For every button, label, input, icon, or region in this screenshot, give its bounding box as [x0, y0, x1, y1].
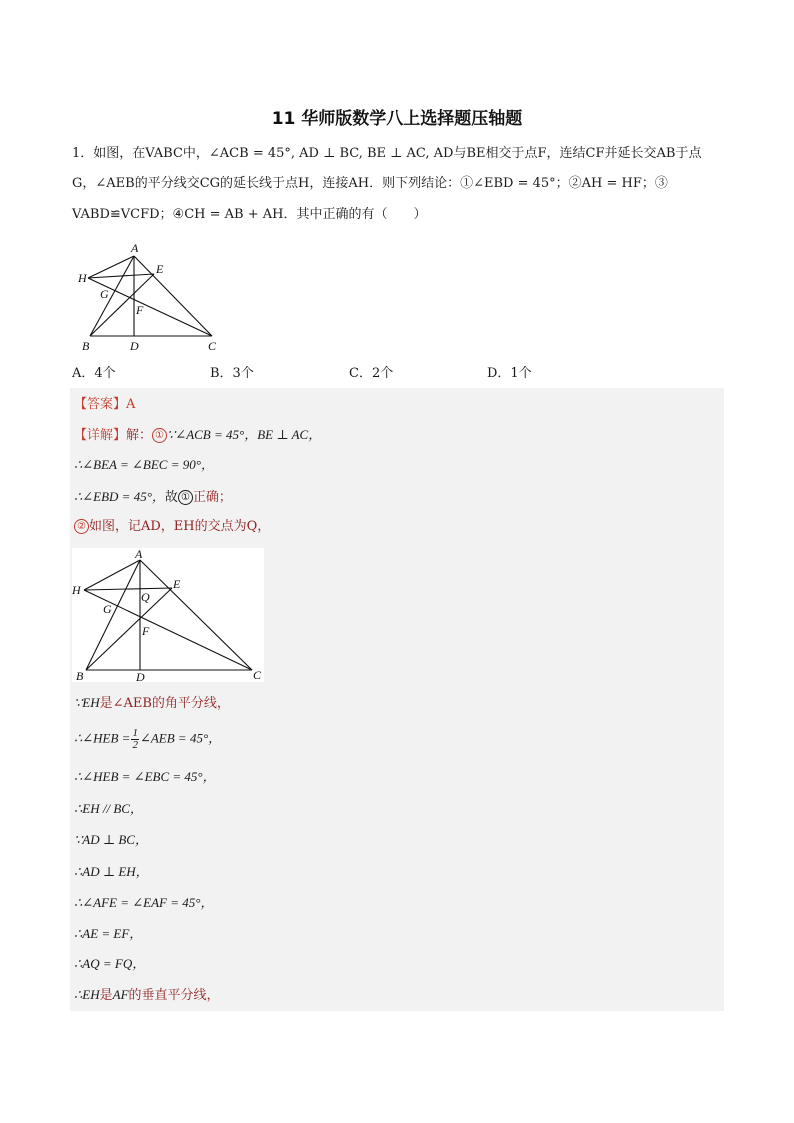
fig2-label-q: Q: [141, 590, 150, 604]
answer-options: [72, 362, 722, 382]
fig1-label-h: H: [78, 271, 87, 285]
fig1-label-g: G: [100, 287, 109, 301]
detail-text-3b: 正确；: [192, 490, 232, 505]
detail-line-7: ∴∠HEB = ∠EBC = 45°，: [74, 769, 216, 784]
fig1-label-a: A: [131, 241, 139, 255]
circle-num-2: ②: [74, 519, 89, 534]
option-a[interactable]: A．4个: [72, 366, 116, 381]
detail-line-9: ∵AD ⊥ BC，: [74, 832, 148, 847]
page-title: 11 华师版数学八上选择题压轴题: [271, 109, 523, 129]
fig1-label-e: E: [156, 262, 164, 276]
detail-line-6: [74, 728, 221, 751]
detail-line-3: [74, 488, 232, 507]
fraction-num: 1: [132, 727, 138, 739]
question-line-2: G，∠AEB的平分线交CG的延长线于点H，连接AH．则下列结论：①∠EBD = 45°；②AH = HF；③: [72, 176, 668, 191]
detail-6-pre: ∴∠HEB =: [74, 730, 131, 746]
fig1-label-b: B: [82, 339, 90, 353]
fig1-label-d: D: [130, 339, 139, 353]
answer-tag: 【答案】: [74, 397, 127, 412]
question-line-3: VABD≌VCFD；④CH = AB + AH．其中正确的有（ ）: [72, 207, 427, 222]
geometry-figure-2: [72, 548, 264, 682]
circle-num-1b: ①: [178, 490, 193, 505]
geometry-figure-1: [74, 240, 224, 355]
answer-line: [74, 396, 135, 414]
fraction-half: [131, 728, 139, 751]
detail-line-12: ∴AE = EF，: [74, 926, 143, 941]
detail-6-post: ∠AEB = 45°，: [139, 730, 222, 746]
detail-line-13: ∴AQ = FQ，: [74, 956, 146, 971]
detail-text-5: 是∠AEB的角平分线，: [99, 696, 230, 711]
detail-line-11: ∴∠AFE = ∠EAF = 45°，: [74, 895, 214, 910]
detail-14c: AF: [112, 987, 129, 1002]
solution-box: [70, 388, 724, 1011]
question-line-1: 1．如图，在VABC中，∠ACB = 45°, AD ⊥ BC, BE ⊥ AC, AD与BE相交于点F，连结CF并延长交AB于点: [72, 146, 702, 161]
fig2-label-c: C: [253, 668, 262, 682]
detail-line-5: [74, 694, 230, 713]
fig2-label-a: A: [135, 548, 143, 561]
detail-line-8: ∴EH // BC，: [74, 801, 143, 816]
detail-math-1: ∵∠ACB = 45°，BE ⊥ AC，: [167, 427, 322, 442]
detail-line-10: ∴AD ⊥ EH，: [74, 864, 149, 879]
fig2-label-h: H: [72, 583, 81, 597]
detail-tag: 【详解】: [74, 428, 127, 443]
answer-value: A: [126, 397, 136, 412]
option-d[interactable]: D．1个: [487, 366, 532, 381]
fig2-label-g: G: [103, 602, 112, 616]
detail-line-4: [74, 518, 270, 536]
circle-num-1: ①: [152, 428, 167, 443]
detail-intro: 解：: [126, 428, 153, 443]
detail-line-14: [74, 986, 220, 1005]
detail-14b: 是: [99, 988, 113, 1003]
detail-math-5: ∵EH: [74, 695, 100, 710]
detail-line-1: [74, 426, 321, 445]
fraction-den: 2: [132, 739, 138, 751]
fig1-label-f: F: [136, 303, 144, 317]
fig2-label-f: F: [142, 624, 150, 638]
detail-line-2: ∴∠BEA = ∠BEC = 90°，: [74, 457, 214, 472]
fig1-label-c: C: [208, 339, 217, 353]
detail-math-3: ∴∠EBD = 45°，: [74, 489, 165, 504]
detail-text-4: 如图，记AD，EH的交点为Q，: [89, 519, 271, 534]
detail-text-3a: 故: [164, 490, 178, 505]
option-b[interactable]: B．3个: [210, 366, 254, 381]
fig2-label-b: B: [76, 669, 84, 682]
detail-14d: 的垂直平分线，: [128, 988, 220, 1003]
fig2-label-e: E: [173, 577, 181, 591]
option-c[interactable]: C．2个: [349, 366, 394, 381]
fig2-label-d: D: [136, 670, 145, 682]
detail-14a: ∴EH: [74, 987, 100, 1002]
